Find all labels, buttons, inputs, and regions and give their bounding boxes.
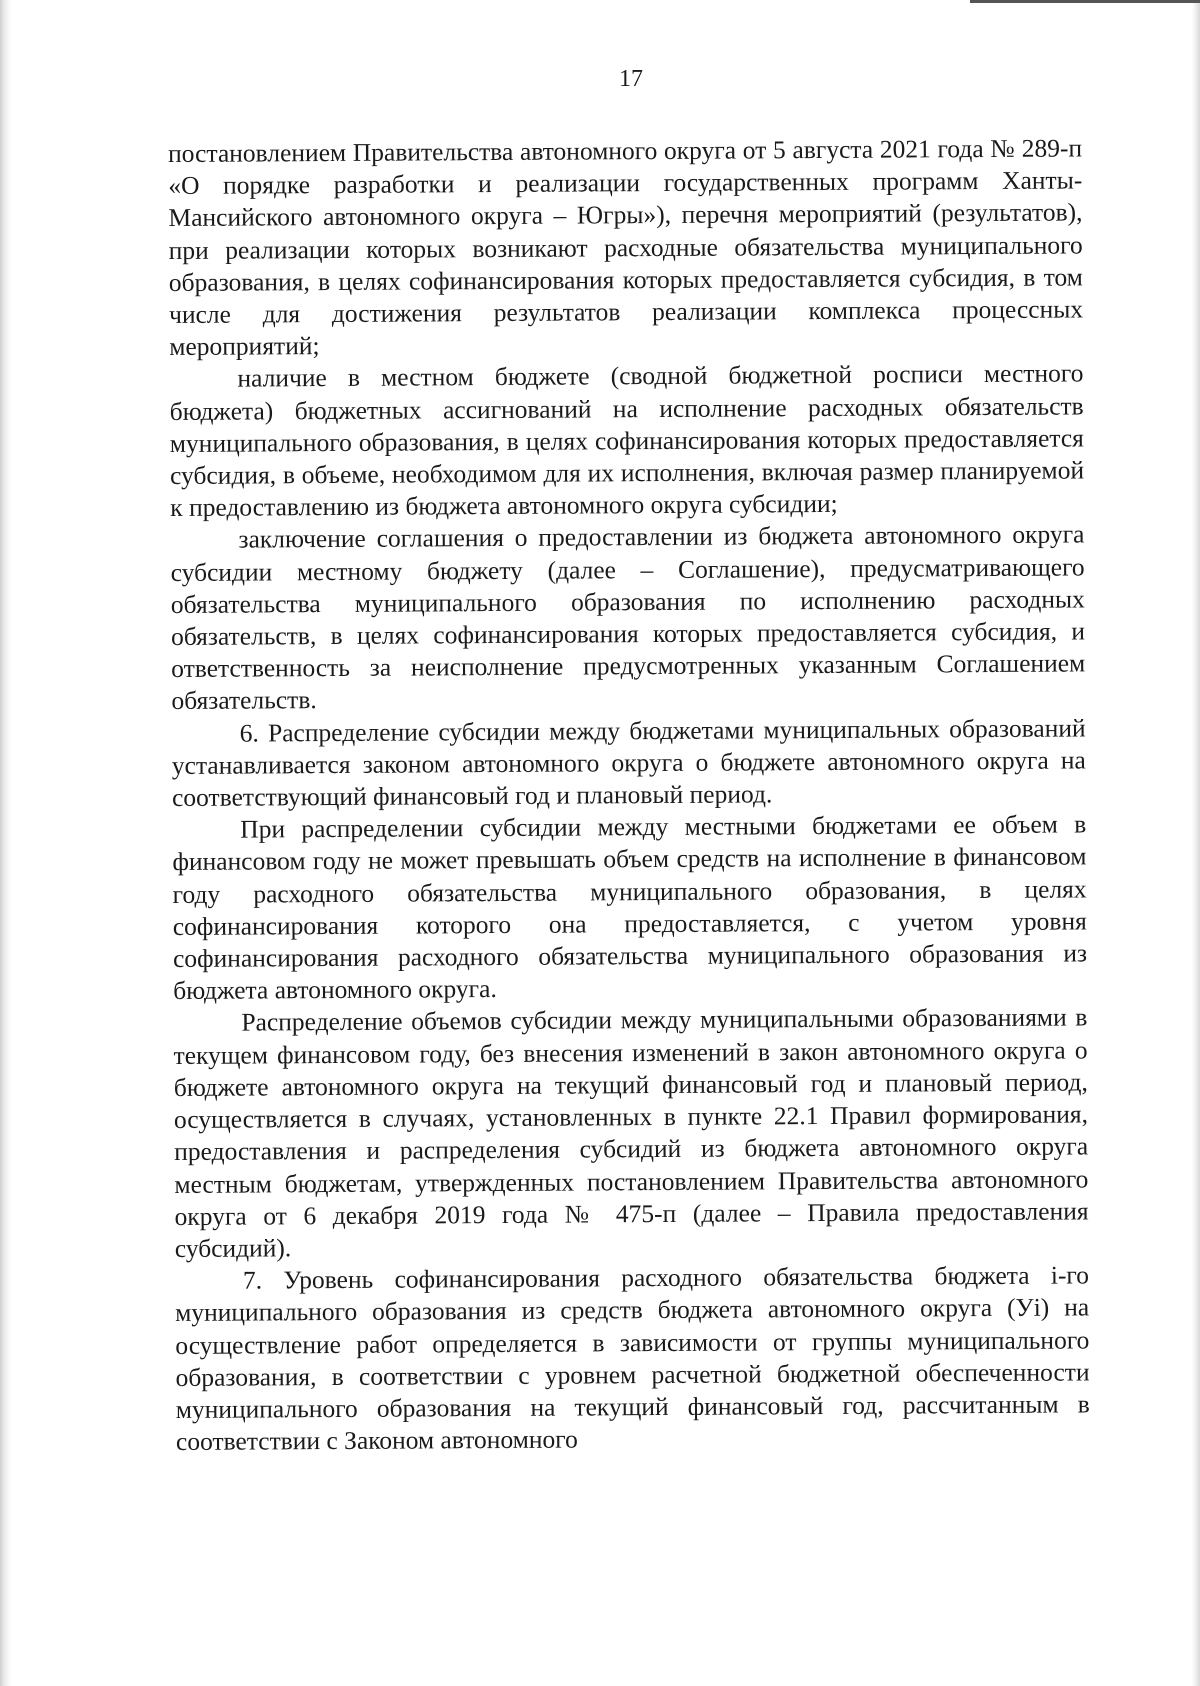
paragraph-item-7: 7. Уровень софинансирования расходного обязательства бюджета i-го муниципального образования из средств бюджета автономного округа (Уi) на осуществление работ определяется в зависимости от группы муниципального образования, в соответствии с уровнем расчетной бюджетной обеспеченности муниципального образования на текущий финансовый год, рассчитанным в соответствии с Законом автономного — [175, 1260, 1090, 1457]
scan-top-edge — [970, 0, 1200, 3]
paragraph-item-6: 6. Распределение субсидии между бюджетами муниципальных образований устанавливается законом автономного округа о бюджете автономного округа на соответствующий финансовый год и плановый период. — [171, 713, 1086, 813]
paragraph-budget-allocations: наличие в местном бюджете (сводной бюджетной росписи местного бюджета) бюджетных ассигнований на исполнение расходных обязательств муниципального образования, в целях софинансирования которых предоставляется субсидия, в объеме, необходимом для их исполнения, включая размер планируемой к предоставлению из бюджета автономного округа субсидии; — [169, 358, 1085, 523]
paragraph-agreement: заключение соглашения о предоставлении из бюджета автономного округа субсидии местному бюджету (далее – Соглашение), предусматривающего обязательства муниципального образования по исполнению расходных обязательств, в целях софинансирования которых предоставляется субсидия, и ответственность за неисполнение предусмотренных указанным Соглашением обязательств. — [170, 519, 1086, 716]
paragraph-continuation: постановлением Правительства автономного округа от 5 августа 2021 года № 289-п «О порядке разработки и реализации государственных программ Ханты-Мансийского автономного округа – Югры»), перечня мероприятий (результатов), при реализации которых возникают расходные обязательства муниципального образования, в целях софинансирования которых предоставляется субсидия, в том числе для достижения результатов реализации комплекса процессных мероприятий; — [168, 133, 1084, 362]
scan-right-edge — [1192, 0, 1200, 1686]
page-number: 17 — [619, 66, 643, 92]
scan-left-edge — [0, 0, 12, 1686]
paragraph-distribution-changes: Распределение объемов субсидии между муниципальными образованиями в текущем финансовом году, без внесения изменений в закон автономного округа о бюджете автономного округа на текущий финансовый год и плановый период, осуществляется в случаях, установленных в пункте 22.1 Правил формирования, предоставления и распределения субсидий из бюджета автономного округа местным бюджетам, утвержденных постановлением Правительства автономного округа от 6 декабря 2019 года № 475-п (далее – Правила предоставления субсидий). — [173, 1002, 1089, 1263]
paragraph-distribution-limit: При распределении субсидии между местными бюджетами ее объем в финансовом году не может превышать объем средств на исполнение в финансовом году расходного обязательства муниципального образования, в целях софинансирования которого она предоставляется, с учетом уровня софинансирования расходного обязательства муниципального образования из бюджета автономного округа. — [172, 809, 1088, 1006]
document-body — [168, 132, 1090, 1458]
